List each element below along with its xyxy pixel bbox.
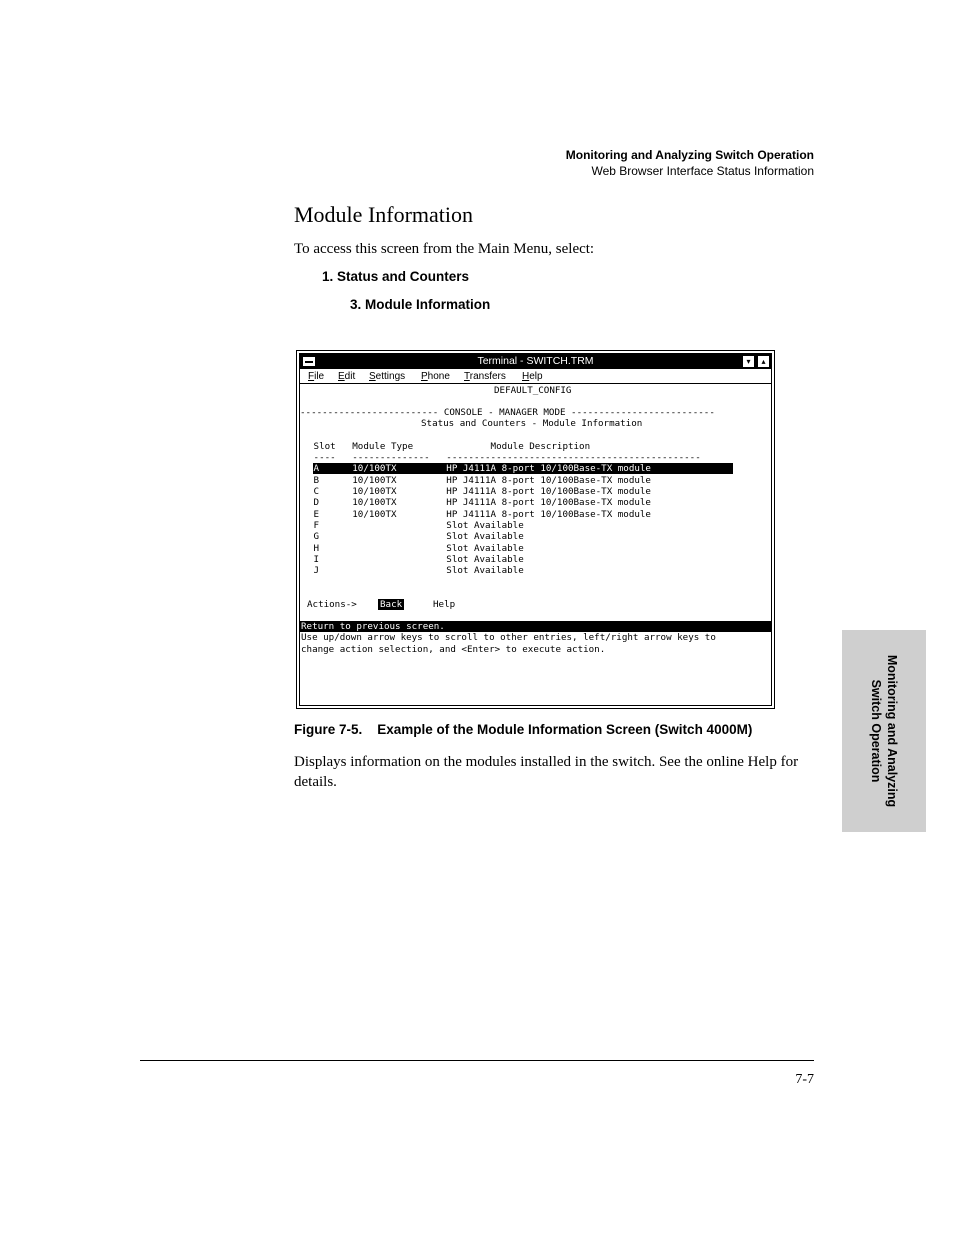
- mode-line: ------------------------- CONSOLE - MANAGER MODE --------------------------: [300, 407, 715, 418]
- body-paragraph: Displays information on the modules installed in the switch. See the online Help for details.: [294, 754, 799, 790]
- table-row[interactable]: E 10/100TX HP J4111A 8-port 10/100Base-TX module: [308, 509, 651, 520]
- menu-transfers-label: ransfers: [469, 371, 506, 382]
- running-head-section: Web Browser Interface Status Information: [591, 164, 814, 178]
- side-tab-line-1: Monitoring and Analyzing: [885, 654, 899, 808]
- terminal-window: [296, 350, 775, 709]
- table-row[interactable]: A 10/100TX HP J4111A 8-port 10/100Base-TX module: [308, 463, 651, 474]
- maximize-icon[interactable]: ▴: [757, 355, 770, 368]
- table-row[interactable]: D 10/100TX HP J4111A 8-port 10/100Base-TX module: [308, 497, 651, 508]
- menu-file[interactable]: [308, 370, 324, 384]
- running-head: [566, 147, 814, 179]
- terminal-frame: [299, 353, 772, 706]
- menu-help-hotkey: H: [522, 371, 530, 382]
- menu-transfers-hotkey: T: [464, 371, 470, 382]
- side-tab-line-2: Switch Operation: [869, 679, 883, 783]
- table-row[interactable]: C 10/100TX HP J4111A 8-port 10/100Base-TX module: [308, 486, 651, 497]
- menu-file-label: ile: [314, 371, 325, 382]
- menu-edit-hotkey: E: [338, 371, 345, 382]
- menu-phone[interactable]: [421, 370, 450, 384]
- menu-phone-hotkey: P: [421, 371, 428, 382]
- section-title: Module Information: [294, 202, 474, 227]
- menu-step-2: 3. Module Information: [350, 297, 491, 312]
- table-row[interactable]: J Slot Available: [308, 565, 524, 576]
- help-line-1: Use up/down arrow keys to scroll to other entries, left/right arrow keys to: [301, 632, 716, 643]
- config-name: DEFAULT_CONFIG: [494, 385, 572, 396]
- table-row[interactable]: F Slot Available: [308, 520, 524, 531]
- footer-rule: [140, 1060, 814, 1061]
- help-line-2: change action selection, and <Enter> to execute action.: [301, 644, 606, 655]
- intro-text: To access this screen from the Main Menu, select:: [294, 241, 595, 257]
- terminal-screen: [300, 384, 771, 705]
- menu-edit[interactable]: [338, 370, 355, 384]
- terminal-titlebar[interactable]: [300, 354, 771, 369]
- table-row[interactable]: B 10/100TX HP J4111A 8-port 10/100Base-TX module: [308, 475, 651, 486]
- terminal-menubar: [300, 369, 771, 384]
- help-button[interactable]: Help: [433, 599, 456, 610]
- table-row[interactable]: H Slot Available: [308, 543, 524, 554]
- menu-settings-hotkey: S: [369, 371, 376, 382]
- minimize-icon[interactable]: ▾: [742, 355, 755, 368]
- table-row[interactable]: G Slot Available: [308, 531, 524, 542]
- menu-settings[interactable]: [369, 370, 405, 384]
- running-head-chapter: Monitoring and Analyzing Switch Operation: [565, 148, 814, 162]
- column-rule: ---- -------------- ----------------------------------------------: [308, 452, 701, 463]
- actions-label: Actions->: [307, 599, 357, 610]
- menu-help[interactable]: [522, 370, 543, 384]
- menu-settings-label: ettings: [375, 371, 406, 382]
- chapter-side-tab: [842, 630, 926, 832]
- menu-transfers[interactable]: [464, 370, 506, 384]
- screen-title: Status and Counters - Module Information: [421, 418, 643, 429]
- menu-step-1: 1. Status and Counters: [322, 269, 470, 284]
- menu-phone-label: hone: [427, 371, 450, 382]
- page-number: 7-7: [795, 1072, 814, 1087]
- status-line: Return to previous screen.: [301, 621, 445, 632]
- menu-help-label: elp: [529, 371, 543, 382]
- menu-file-hotkey: F: [308, 371, 315, 382]
- column-headers: Slot Module Type Module Description: [308, 441, 591, 452]
- figure-caption: Figure 7-5. Example of the Module Information Screen (Switch 4000M): [294, 722, 753, 737]
- menu-edit-label: dit: [344, 371, 356, 382]
- back-button[interactable]: Back: [380, 599, 403, 610]
- table-row[interactable]: I Slot Available: [308, 554, 524, 565]
- terminal-title: Terminal - SWITCH.TRM: [477, 355, 594, 367]
- side-tab-text: [868, 636, 900, 826]
